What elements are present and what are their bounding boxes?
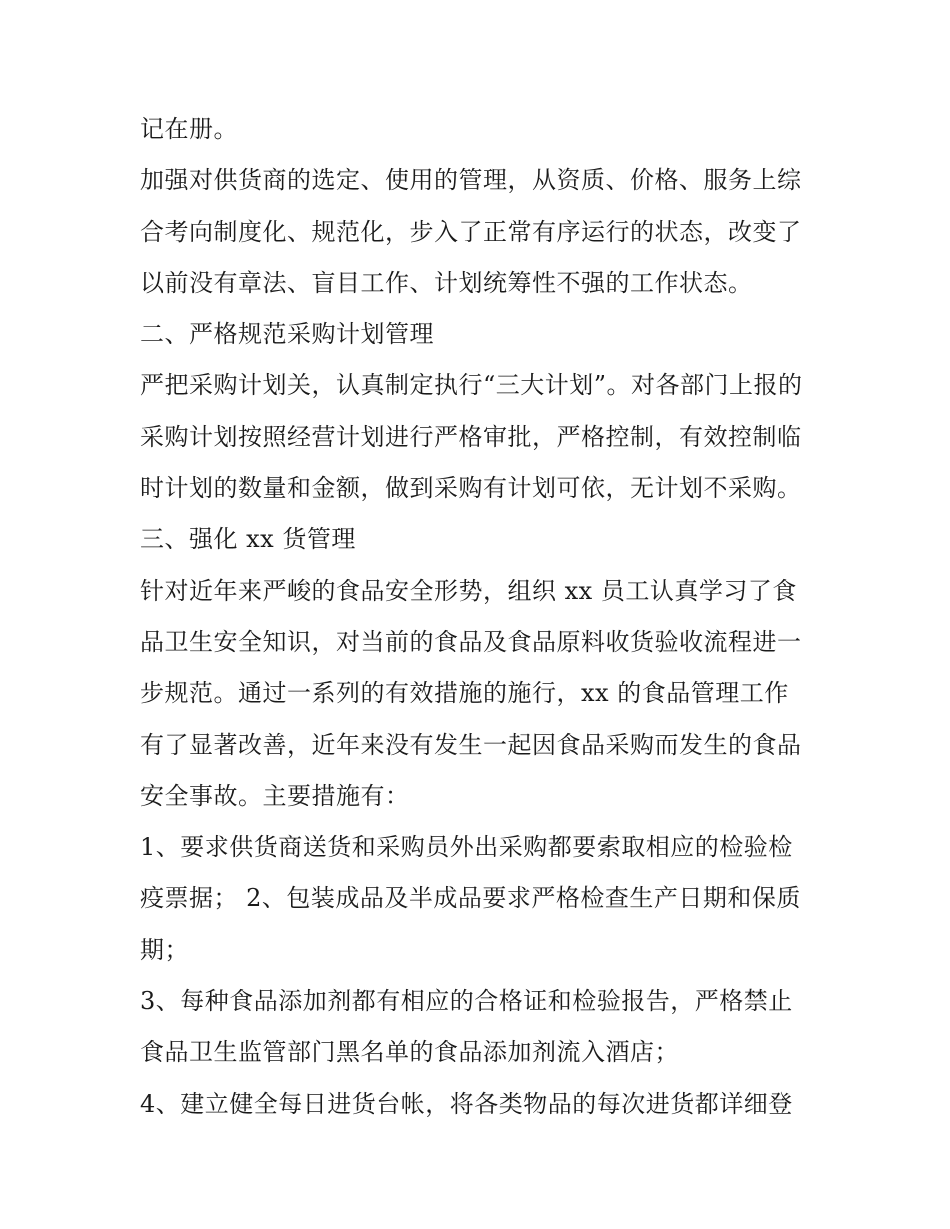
section-heading: 二、严格规范采购计划管理 bbox=[140, 320, 434, 349]
section-heading: 三、强化 xx 货管理 bbox=[140, 525, 356, 554]
text-line: 有了显著改善，近年来没有发生一起因食品采购而发生的食品 bbox=[140, 730, 802, 759]
list-item: 4、建立健全每日进货台帐，将各类物品的每次进货都详细登 bbox=[140, 1089, 793, 1118]
text-line: 合考向制度化、规范化，步入了正常有序运行的状态，改变了 bbox=[140, 217, 802, 246]
text-line: 时计划的数量和金额，做到采购有计划可依，无计划不采购。 bbox=[140, 474, 802, 503]
text-line: 严把采购计划关，认真制定执行“三大计划”。对各部门上报的 bbox=[140, 371, 803, 400]
text-line: 记在册。 bbox=[140, 115, 238, 143]
text-line: 针对近年来严峻的食品安全形势，组织 xx 员工认真学习了食 bbox=[140, 576, 797, 605]
list-item: 3、每种食品添加剂都有相应的合格证和检验报告，严格禁止 bbox=[140, 987, 793, 1016]
document-page bbox=[140, 104, 830, 1130]
list-item: 期； bbox=[140, 935, 189, 964]
text-line: 加强对供货商的选定、使用的管理，从资质、价格、服务上综 bbox=[140, 166, 802, 195]
text-line: 采购计划按照经营计划进行严格审批，严格控制，有效控制临 bbox=[140, 422, 802, 451]
list-item: 食品卫生监管部门黑名单的食品添加剂流入酒店； bbox=[140, 1038, 679, 1067]
text-line: 步规范。通过一系列的有效措施的施行，xx 的食品管理工作 bbox=[140, 679, 789, 708]
text-line: 安全事故。主要措施有： bbox=[140, 781, 410, 810]
list-item: 1、要求供货商送货和采购员外出采购都要索取相应的检验检 bbox=[140, 833, 793, 862]
text-line: 以前没有章法、盲目工作、计划统筹性不强的工作状态。 bbox=[140, 268, 753, 297]
text-line: 品卫生安全知识，对当前的食品及食品原料收货验收流程进一 bbox=[140, 627, 802, 656]
list-item: 疫票据； 2、包装成品及半成品要求严格检查生产日期和保质 bbox=[140, 884, 801, 913]
